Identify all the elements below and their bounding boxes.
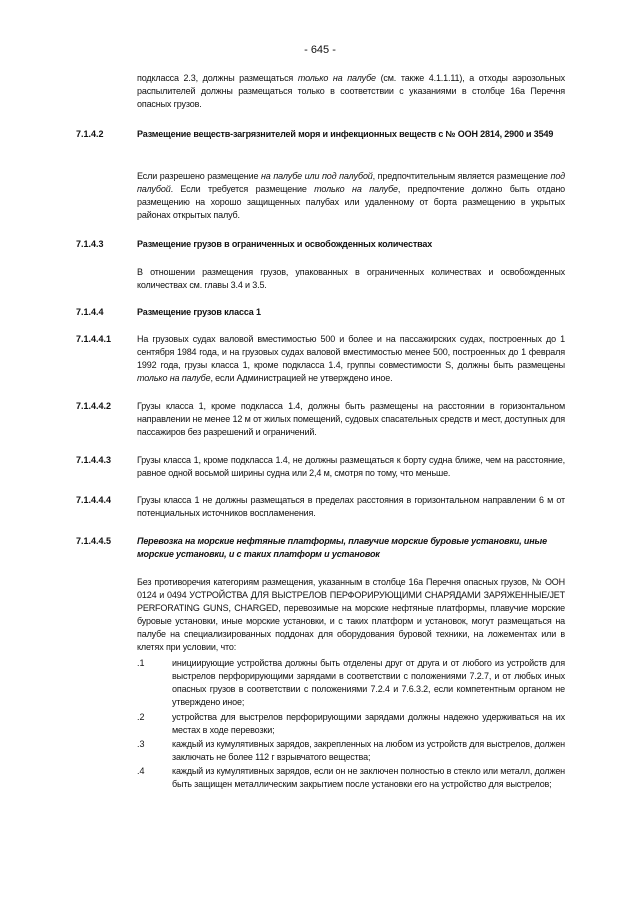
list-item-number: .4 — [137, 766, 145, 776]
paragraph-71444: Грузы класса 1 не должны размещаться в пределах расстояния в горизонтальном направлении 6 м от потенциальных источников воспламенения. — [137, 495, 565, 518]
section-number-71441: 7.1.4.4.1 — [76, 334, 112, 344]
intro-text-end: (см. также 4.1.1.11), а отходы аэрозольных распылителей должны размещаться только в соответствии с указаниями в столбце 16а Перечня опасных грузов. — [137, 73, 565, 109]
paragraph-71442: Грузы класса 1, кроме подкласса 1.4, должны быть размещены на расстоянии в горизонтальном направлении не менее 12 м от жилых помещений, судовых спасательных средств и мест, доступных для пассажиров без разрешений и ограничений. — [137, 401, 565, 437]
p71441-text-end: , если Администрацией не утверждено иное. — [210, 373, 393, 383]
p7142-italic3: только на палубе — [314, 184, 398, 194]
p71441-text: На грузовых судах валовой вместимостью 500 и более и на пассажирских судах, построенных до 1 сентября 1984 года, и на грузовых судах валовой вместимостью менее 500, построенных до 1 февраля 1992 года, грузы класса 1, кроме подкласса 1.4, группы совместимости S, должны быть размещены — [137, 334, 565, 370]
list-item: инициирующие устройства должны быть отделены друг от друга и от любого из устройств для выстрелов перфорирующими зарядами в соответствии с положениями 7.2.7, и от любых иных опасных грузов в соответствии с положениями 7.2.4 и 7.6.3.2, если компетентным органом не утверждено иное; — [172, 658, 565, 707]
section-number-7143: 7.1.4.3 — [76, 239, 104, 249]
section-number-71442: 7.1.4.4.2 — [76, 401, 112, 411]
list-item-number: .2 — [137, 712, 145, 722]
section-number-71445: 7.1.4.4.5 — [76, 536, 112, 546]
p7142-part2: , предпочтительным является размещение — [372, 171, 551, 181]
section-number-71443: 7.1.4.4.3 — [76, 455, 112, 465]
list-item: каждый из кумулятивных зарядов, если он не заключен полностью в стекло или металл, должен быть защищен металлическим закрытием после установки его на устройство для выстрелов; — [172, 766, 565, 789]
list-item-number: .1 — [137, 658, 145, 668]
paragraph-7142 — [137, 170, 565, 222]
list-item-number: .3 — [137, 739, 145, 749]
list-item: каждый из кумулятивных зарядов, закрепленных на любом из устройств для выстрелов, должен заключать не более 112 г взрывчатого вещества; — [172, 739, 565, 762]
p7142-part3: . Если требуется размещение — [170, 184, 315, 194]
p7142-italic1: на палубе или под палубой — [261, 171, 373, 181]
section-number-7144: 7.1.4.4 — [76, 307, 104, 317]
paragraph-71445: Без противоречия категориям размещения, указанным в столбце 16а Перечня опасных грузов, № ООН 0124 и 0494 УСТРОЙСТВА ДЛЯ ВЫСТРЕЛОВ ПЕРФОРИРУЮЩИМИ СНАРЯДАМИ ЗАРЯЖЕННЫЕ/JET PERFORATING GUNS, CHARGED, перевозимые на морские нефтяные платформы, плавучие морские буровые установки, иные морские установки, и с таких платформ и установок, могут размещаться на палубе на специализированных поддонах для оборудования буровой техники, на ложементах или в клетях при условии, что: — [137, 577, 565, 652]
p7142-part4: , предпочтение должно быть отдано размещению на хорошо защищенных палубах или удаленному от борта размещению в укрытых районах открытых палуб. — [137, 184, 565, 220]
intro-text: подкласса 2.3, должны размещаться — [137, 73, 298, 83]
paragraph-71441 — [137, 333, 565, 385]
page-number: - 645 - — [304, 44, 336, 56]
p7142-italic2: под палубой — [137, 171, 565, 194]
p71441-italic: только на палубе — [137, 373, 211, 383]
section-heading-7142: Размещение веществ-загрязнителей моря и инфекционных веществ с № ООН 2814, 2900 и 3549 — [137, 129, 554, 139]
section-heading-7144: Размещение грузов класса 1 — [137, 307, 261, 317]
section-number-71444: 7.1.4.4.4 — [76, 495, 112, 505]
list-item: устройства для выстрелов перфорирующими зарядами должны надежно удерживаться на их местах в ходе перевозки; — [172, 712, 565, 735]
section-heading-7143: Размещение грузов в ограниченных и освобожденных количествах — [137, 239, 433, 249]
p7142-part1: Если разрешено размещение — [137, 171, 261, 181]
paragraph-71443: Грузы класса 1, кроме подкласса 1.4, не должны размещаться к борту судна ближе, чем на расстояние, равное одной восьмой ширины судна или 2,4 м, смотря по тому, что меньше. — [137, 455, 565, 478]
paragraph-7143: В отношении размещения грузов, упакованных в ограниченных количествах и освобожденных количествах см. главы 3.4 и 3.5. — [137, 267, 565, 290]
section-heading-71445: Перевозка на морские нефтяные платформы, плавучие морские буровые установки, иные морские установки, и с таких платформ и установок — [137, 536, 547, 559]
section-number-7142: 7.1.4.2 — [76, 129, 104, 139]
intro-paragraph — [137, 72, 565, 111]
intro-italic: только на палубе — [297, 73, 376, 83]
